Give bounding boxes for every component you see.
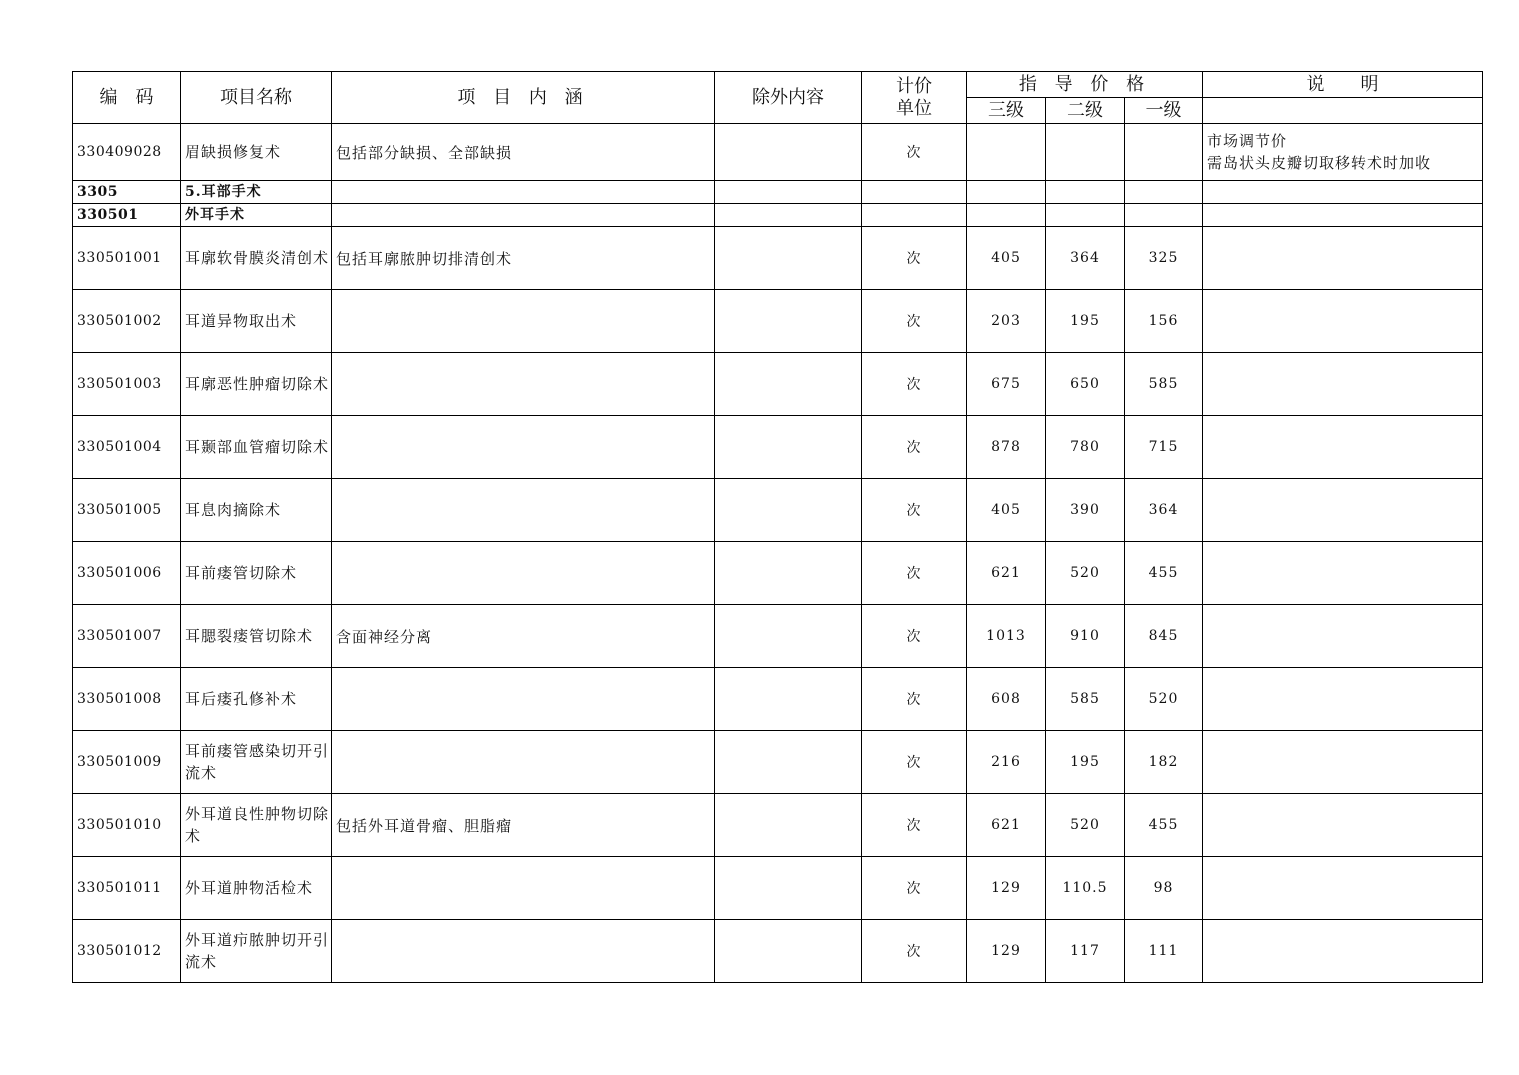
cell-price-level-2: 364: [1046, 227, 1125, 290]
cell-code: 330501002: [73, 290, 181, 353]
cell-name: 耳前瘘管切除术: [181, 542, 332, 605]
header-row-1: [73, 72, 1483, 98]
cell-price-level-2: 110.5: [1046, 857, 1125, 920]
remark-line: 需岛状头皮瓣切取移转术时加收: [1207, 154, 1432, 172]
cell-excluded: [715, 227, 862, 290]
cell-price-level-2: 650: [1046, 353, 1125, 416]
cell-name: 耳道异物取出术: [181, 290, 332, 353]
cell-content: [332, 542, 715, 605]
cell-price-level-2: 390: [1046, 479, 1125, 542]
cell-unit: 次: [862, 353, 967, 416]
cell-code: 330501010: [73, 794, 181, 857]
cell-excluded: [715, 124, 862, 181]
cell-price-level-1: 455: [1125, 542, 1203, 605]
cell-price-level-1: 585: [1125, 353, 1203, 416]
cell-price-level-1: 845: [1125, 605, 1203, 668]
cell-price-level-3: 675: [967, 353, 1046, 416]
cell-content: 包括部分缺损、全部缺损: [332, 124, 715, 181]
cell-price-level-1: 111: [1125, 920, 1203, 983]
cell-price-level-1: 520: [1125, 668, 1203, 731]
header-unit-top: 计价: [896, 75, 932, 97]
cell-price-level-3: 621: [967, 542, 1046, 605]
cell-remarks: [1203, 731, 1483, 794]
section-name: 外耳手术: [181, 204, 332, 227]
section-name: 5.耳部手术: [181, 181, 332, 204]
table-row: [73, 290, 1483, 353]
cell-excluded: [715, 920, 862, 983]
cell-remarks: [1203, 794, 1483, 857]
cell-content: [332, 668, 715, 731]
cell-name: 耳后瘘孔修补术: [181, 668, 332, 731]
header-excluded: 除外内容: [715, 72, 862, 124]
cell-code: 330501012: [73, 920, 181, 983]
header-content: 项 目 内 涵: [332, 72, 715, 124]
cell-content: 含面神经分离: [332, 605, 715, 668]
cell-code: 330501005: [73, 479, 181, 542]
cell-content: 包括耳廓脓肿切排清创术: [332, 227, 715, 290]
cell-excluded: [715, 542, 862, 605]
cell-unit: 次: [862, 605, 967, 668]
cell-price-level-3: 203: [967, 290, 1046, 353]
cell-remarks: [1203, 605, 1483, 668]
cell-price-level-3: 878: [967, 416, 1046, 479]
cell-price-level-1: [1125, 124, 1203, 181]
cell-excluded: [715, 857, 862, 920]
cell-remarks: [1203, 124, 1483, 181]
cell-remarks: [1203, 857, 1483, 920]
header-remarks-blank: [1203, 98, 1483, 124]
cell-price-level-2: 195: [1046, 731, 1125, 794]
cell-code: 330501011: [73, 857, 181, 920]
cell-price-level-2: 585: [1046, 668, 1125, 731]
table-row: [73, 668, 1483, 731]
cell-remarks: [1203, 227, 1483, 290]
cell-price-level-2: 910: [1046, 605, 1125, 668]
cell-name: 外耳道肿物活检术: [181, 857, 332, 920]
cell-remarks: [1203, 290, 1483, 353]
cell-excluded: [715, 605, 862, 668]
table-row: [73, 920, 1483, 983]
header-price-group: 指 导 价 格: [967, 72, 1203, 98]
table-row: [73, 416, 1483, 479]
section-code: 3305: [73, 181, 181, 204]
header-code: 编 码: [73, 72, 181, 124]
cell-price-level-1: 156: [1125, 290, 1203, 353]
cell-code: 330501008: [73, 668, 181, 731]
section-row: [73, 204, 1483, 227]
cell-remarks: [1203, 479, 1483, 542]
header-name: 项目名称: [181, 72, 332, 124]
cell-name: 耳前瘘管感染切开引流术: [181, 731, 332, 794]
table-row: [73, 479, 1483, 542]
cell-excluded: [715, 416, 862, 479]
cell-content: 包括外耳道骨瘤、胆脂瘤: [332, 794, 715, 857]
header-unit: [862, 72, 967, 124]
cell-name: 眉缺损修复术: [181, 124, 332, 181]
cell-remarks: [1203, 416, 1483, 479]
cell-content: [332, 731, 715, 794]
cell-unit: 次: [862, 479, 967, 542]
cell-content: [332, 857, 715, 920]
header-unit-bottom: 单位: [896, 97, 932, 119]
cell-name: 耳颞部血管瘤切除术: [181, 416, 332, 479]
cell-price-level-1: 98: [1125, 857, 1203, 920]
cell-content: [332, 353, 715, 416]
cell-excluded: [715, 353, 862, 416]
cell-name: 耳廓软骨膜炎清创术: [181, 227, 332, 290]
cell-excluded: [715, 794, 862, 857]
cell-price-level-2: 195: [1046, 290, 1125, 353]
cell-unit: 次: [862, 668, 967, 731]
cell-price-level-3: 608: [967, 668, 1046, 731]
table-row: [73, 857, 1483, 920]
cell-price-level-1: 455: [1125, 794, 1203, 857]
table-row: [73, 794, 1483, 857]
table-row: [73, 605, 1483, 668]
cell-code: 330501004: [73, 416, 181, 479]
cell-unit: 次: [862, 227, 967, 290]
cell-code: 330501007: [73, 605, 181, 668]
cell-price-level-3: 1013: [967, 605, 1046, 668]
cell-code: 330501009: [73, 731, 181, 794]
cell-name: 外耳道疖脓肿切开引流术: [181, 920, 332, 983]
cell-name: 耳廓恶性肿瘤切除术: [181, 353, 332, 416]
table-row: [73, 731, 1483, 794]
cell-excluded: [715, 668, 862, 731]
price-table: [72, 71, 1483, 983]
cell-excluded: [715, 290, 862, 353]
section-code: 330501: [73, 204, 181, 227]
cell-price-level-2: 780: [1046, 416, 1125, 479]
table-row: [73, 542, 1483, 605]
cell-unit: 次: [862, 416, 967, 479]
cell-price-level-3: 129: [967, 857, 1046, 920]
table-row: [73, 124, 1483, 181]
cell-excluded: [715, 731, 862, 794]
cell-price-level-1: 182: [1125, 731, 1203, 794]
cell-name: 耳腮裂瘘管切除术: [181, 605, 332, 668]
cell-code: 330501003: [73, 353, 181, 416]
cell-price-level-1: 715: [1125, 416, 1203, 479]
cell-remarks: [1203, 353, 1483, 416]
header-remarks: 说 明: [1203, 72, 1483, 98]
section-row: [73, 181, 1483, 204]
cell-price-level-1: 364: [1125, 479, 1203, 542]
cell-content: [332, 290, 715, 353]
cell-unit: 次: [862, 542, 967, 605]
header-level-1: 一级: [1125, 98, 1203, 124]
cell-unit: 次: [862, 794, 967, 857]
cell-remarks: [1203, 542, 1483, 605]
table-row: [73, 227, 1483, 290]
cell-content: [332, 920, 715, 983]
cell-excluded: [715, 479, 862, 542]
cell-price-level-2: [1046, 124, 1125, 181]
cell-price-level-2: 520: [1046, 794, 1125, 857]
cell-content: [332, 479, 715, 542]
cell-price-level-3: 405: [967, 227, 1046, 290]
cell-remarks: [1203, 920, 1483, 983]
cell-unit: 次: [862, 731, 967, 794]
header-level-2: 二级: [1046, 98, 1125, 124]
cell-name: 耳息肉摘除术: [181, 479, 332, 542]
cell-code: 330501006: [73, 542, 181, 605]
cell-name: 外耳道良性肿物切除术: [181, 794, 332, 857]
cell-price-level-3: 129: [967, 920, 1046, 983]
cell-unit: 次: [862, 290, 967, 353]
cell-remarks: [1203, 668, 1483, 731]
header-level-3: 三级: [967, 98, 1046, 124]
cell-price-level-3: 405: [967, 479, 1046, 542]
cell-price-level-2: 520: [1046, 542, 1125, 605]
cell-price-level-3: 216: [967, 731, 1046, 794]
cell-unit: 次: [862, 124, 967, 181]
cell-unit: 次: [862, 857, 967, 920]
cell-content: [332, 416, 715, 479]
cell-price-level-3: [967, 124, 1046, 181]
cell-price-level-1: 325: [1125, 227, 1203, 290]
cell-price-level-3: 621: [967, 794, 1046, 857]
table-row: [73, 353, 1483, 416]
cell-price-level-2: 117: [1046, 920, 1125, 983]
cell-code: 330501001: [73, 227, 181, 290]
cell-code: 330409028: [73, 124, 181, 181]
remark-line: 市场调节价: [1207, 132, 1288, 150]
cell-unit: 次: [862, 920, 967, 983]
